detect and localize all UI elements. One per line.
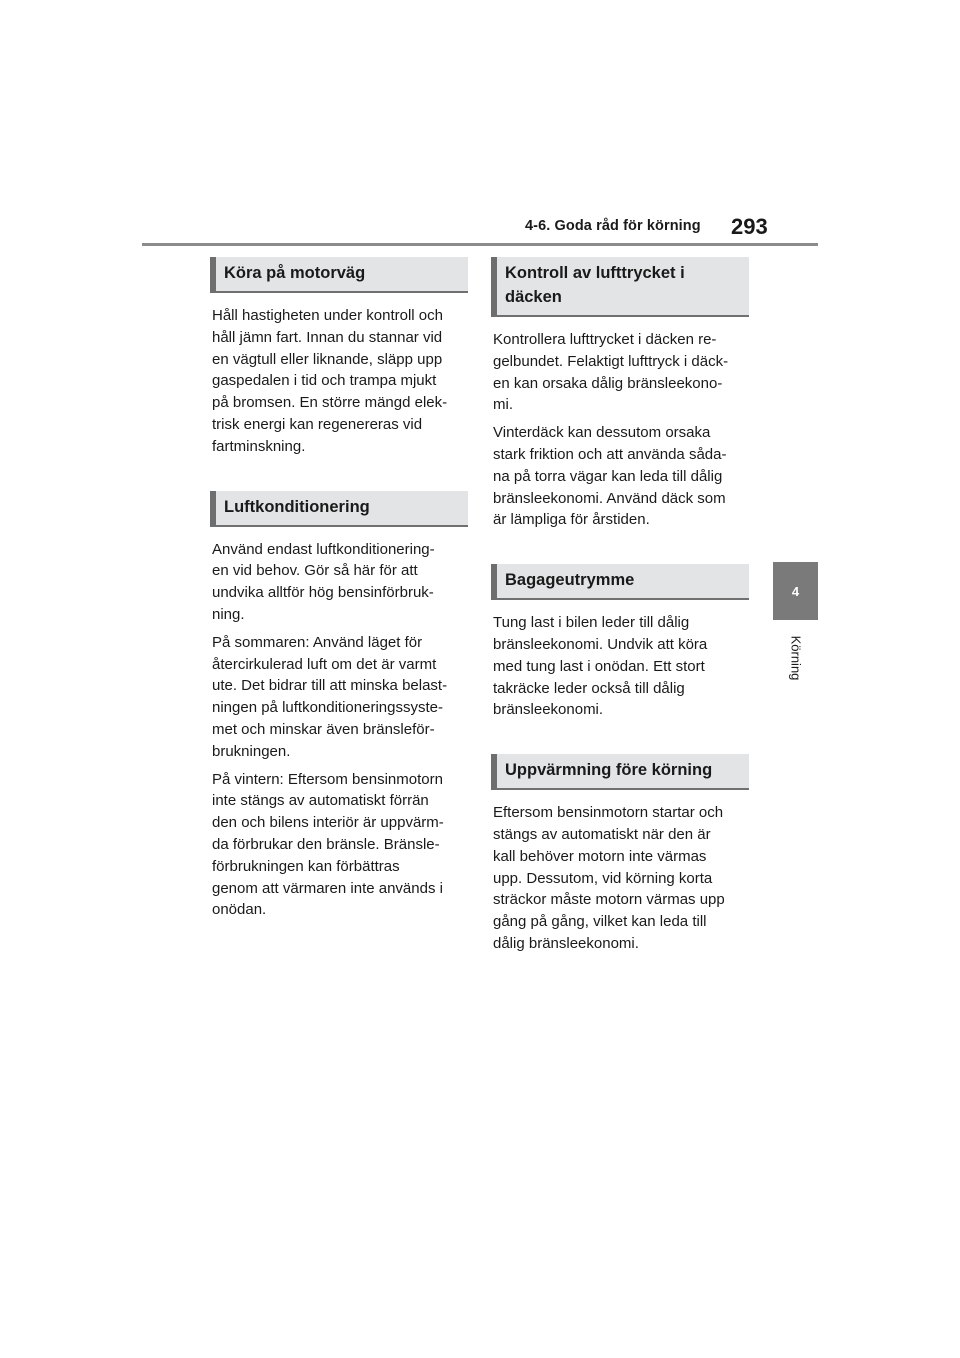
chapter-label: Körning	[788, 635, 804, 681]
heading-luggage: Bagageutrymme	[491, 564, 749, 600]
paragraph-winter-tires: Vinterdäck kan dessutom orsaka stark friktion och att använda såda- na på torra vägar kan leda till dålig bränsleekonomi. Använd däck som är lämpliga för årstiden.	[493, 424, 727, 529]
chapter-tab	[773, 562, 818, 620]
heading-air-conditioning: Luftkonditionering	[210, 491, 468, 527]
right-column	[491, 257, 749, 955]
paragraph-warmup: Eftersom bensinmotorn startar och stängs av automatiskt när den är kall behöver motorn inte värmas upp. Dessutom, vid körning korta sträckor måste motorn värmas upp gång på gång, vilket kan leda till dålig bränsleekonomi.	[493, 804, 725, 952]
paragraph-luggage: Tung last i bilen leder till dålig bränsleekonomi. Undvik att köra med tung last i onödan. Ett stort takräcke leder också till dålig bränsleekonomi.	[493, 614, 708, 719]
heading-tire-pressure: Kontroll av lufttrycket i däcken	[491, 257, 749, 317]
left-column	[210, 257, 468, 921]
heading-motorway: Köra på motorväg	[210, 257, 468, 293]
section-title: 4-6. Goda råd för körning	[525, 218, 701, 234]
header-rule	[142, 243, 818, 246]
heading-warmup: Uppvärmning före körning	[491, 754, 749, 790]
paragraph-ac-winter: På vintern: Eftersom bensinmotorn inte stängs av automatiskt förrän den och bilens interiör är uppvärm- da förbrukar den bränsle. Bränsle- förbrukningen kan förbättras genom att värmaren inte används i onödan.	[212, 770, 444, 919]
paragraph-ac-summer: På sommaren: Använd läget för återcirkulerad luft om det är varmt ute. Det bidrar till att minska belast- ningen på luftkonditioneringssyste- met och minskar även bränsleför- brukningen.	[212, 633, 448, 760]
paragraph-ac-usage: Använd endast luftkonditionering- en vid behov. Gör så här för att undvika alltför hög bensinförbruk- ning.	[212, 540, 435, 623]
page-number: 293	[731, 214, 768, 239]
paragraph-motorway: Håll hastigheten under kontroll och håll jämn fart. Innan du stannar vid en vägtull eller liknande, släpp upp gaspedalen i tid och trampa mjukt på bromsen. En större mängd elek- trisk energi kan regenereras vid fartminskning.	[212, 307, 448, 455]
paragraph-tire-check: Kontrollera lufttrycket i däcken re- gelbundet. Felaktigt lufttryck i däck- en kan orsaka dålig bränsleekono- mi.	[493, 331, 729, 414]
chapter-number: 4	[791, 583, 800, 599]
